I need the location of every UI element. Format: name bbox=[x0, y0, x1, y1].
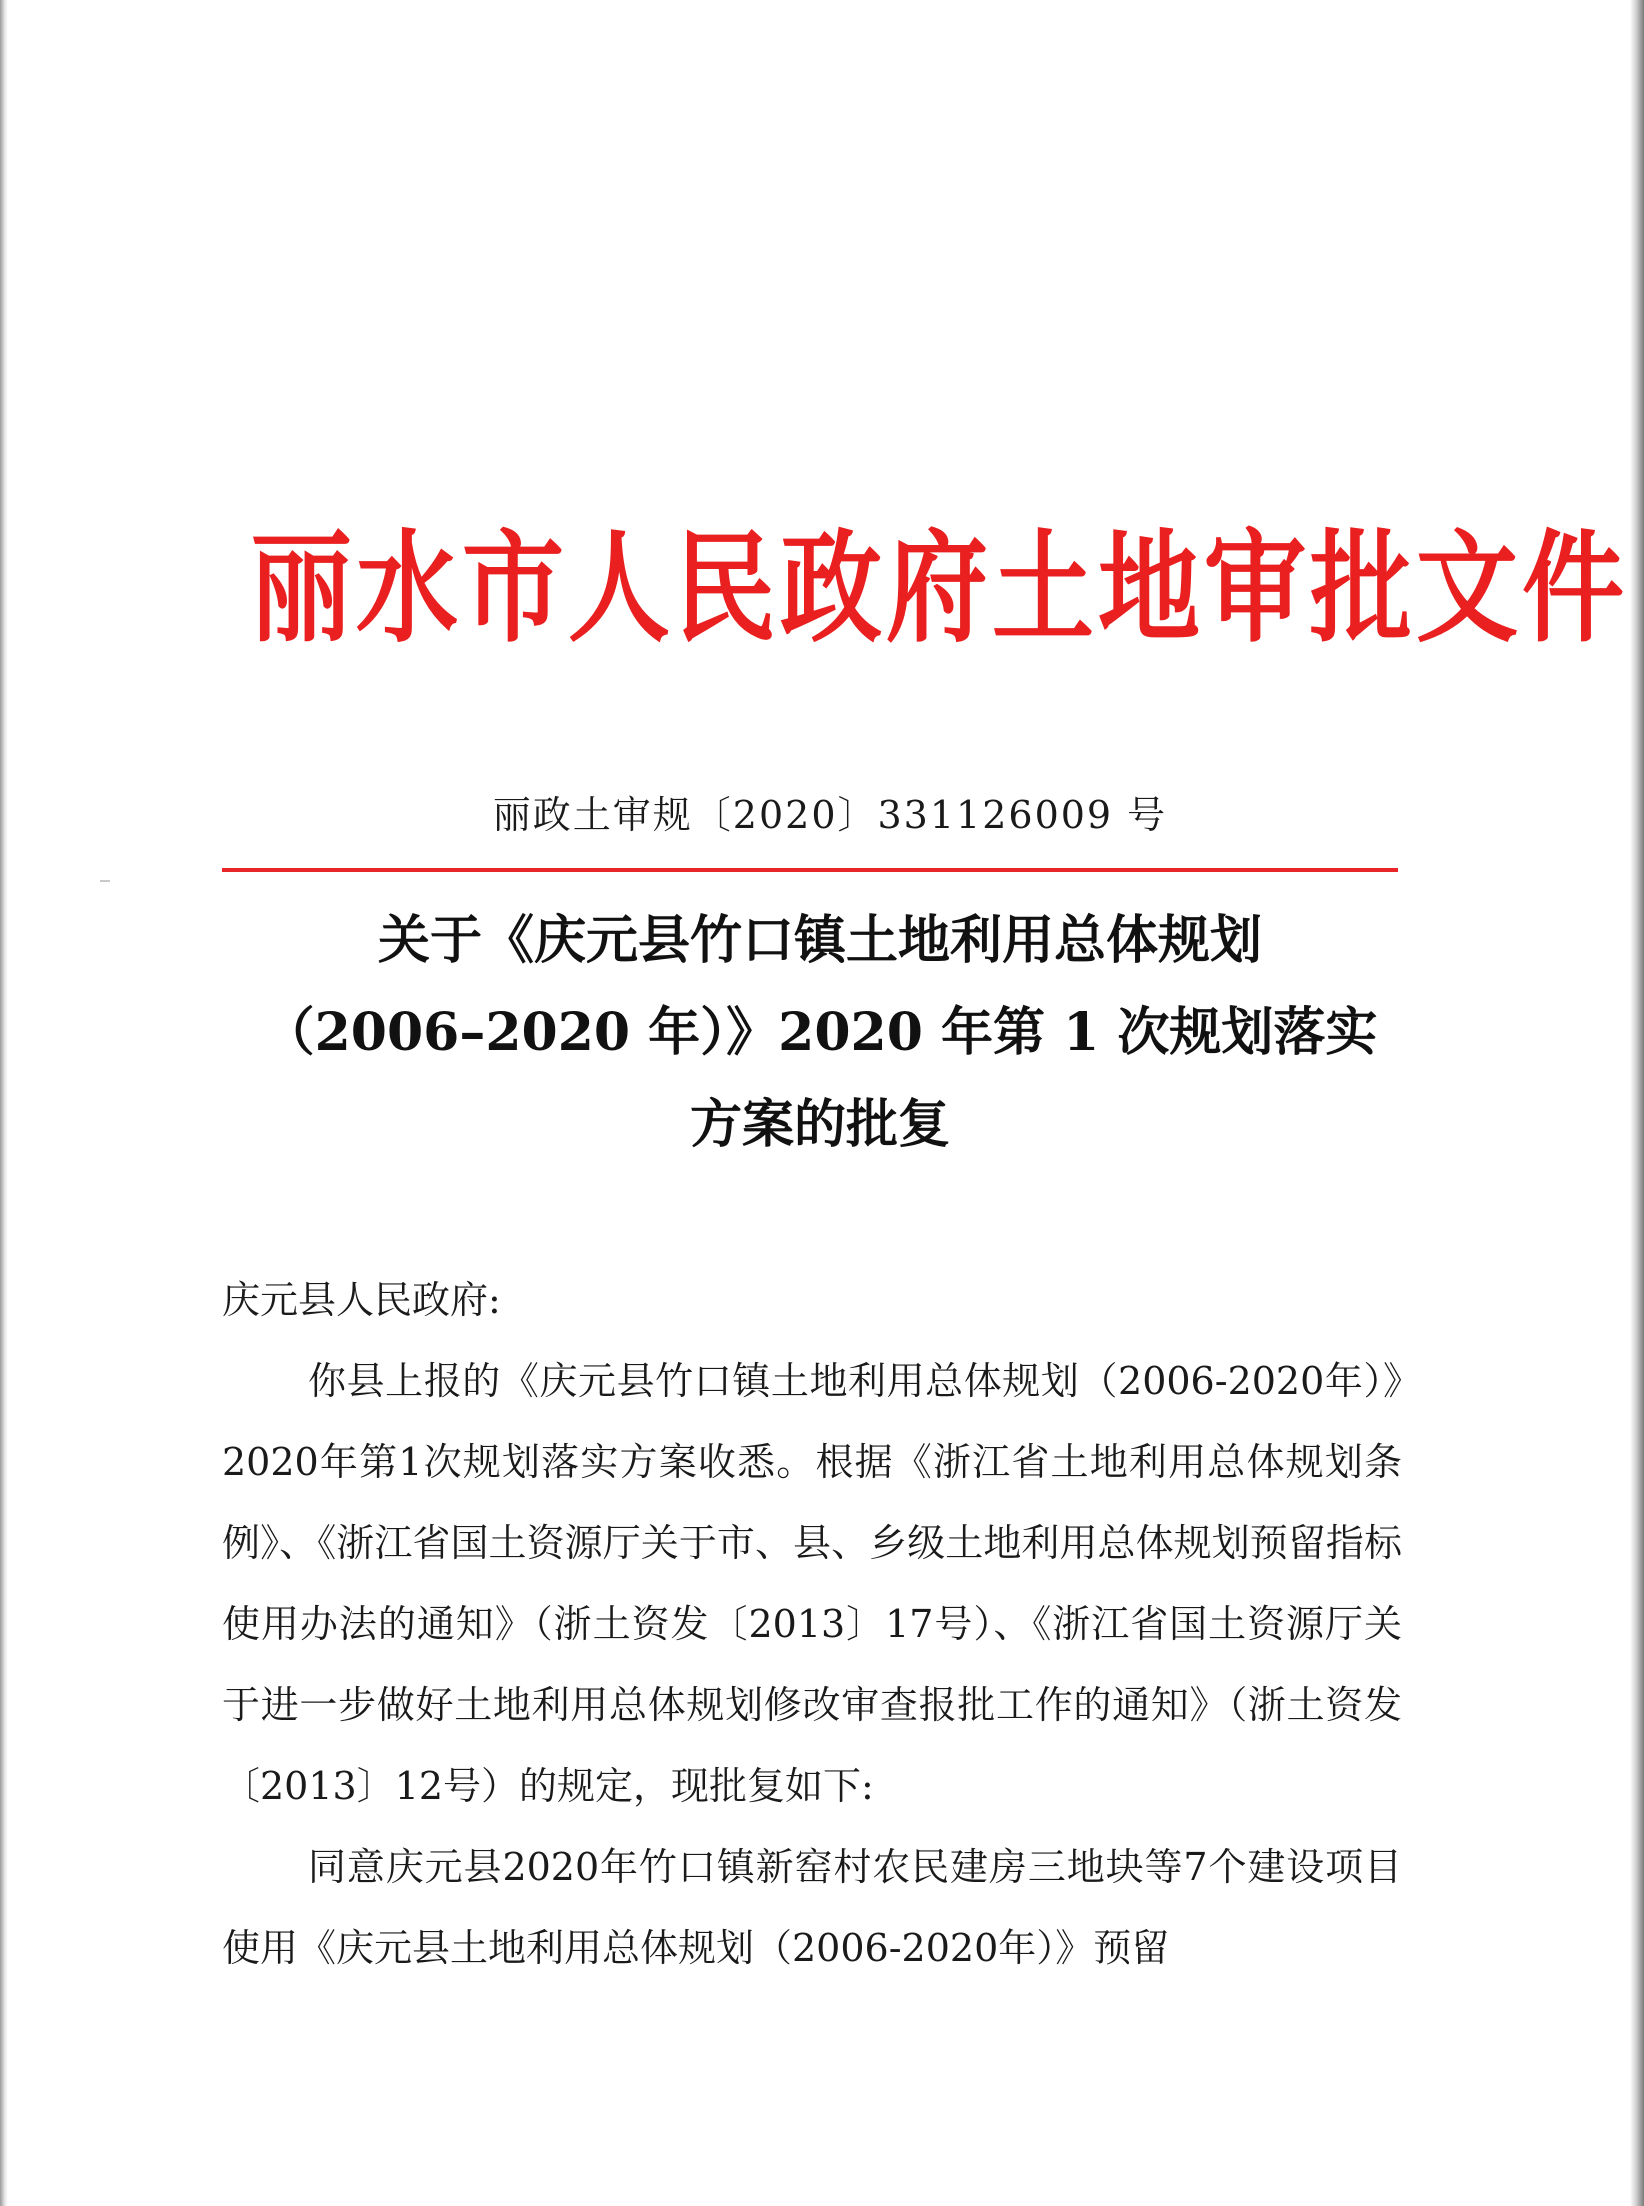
addressee: 庆元县人民政府: bbox=[222, 1278, 501, 1322]
reply-title-line-3: 方案的批复 bbox=[689, 1094, 950, 1155]
scan-edge-right bbox=[1630, 0, 1644, 2206]
body-paragraph-2: 同意庆元县2020年竹口镇新窑村农民建房三地块等7个建设项目使用《庆元县土地利用总体规划（2006-2020年）》预留 bbox=[222, 1845, 1402, 1970]
document-header-title: 丽水市人民政府土地审批文件 bbox=[250, 519, 1628, 660]
reply-title bbox=[200, 895, 1440, 1171]
document-number: 丽政土审规〔2020〕331126009 号 bbox=[492, 793, 1168, 837]
scan-mark bbox=[100, 880, 110, 882]
red-divider bbox=[222, 868, 1398, 872]
reply-title-line-1: 关于《庆元县竹口镇土地利用总体规划 bbox=[377, 910, 1262, 971]
reply-title-line-2: （2006–2020 年）》2020 年第 1 次规划落实 bbox=[262, 1002, 1378, 1063]
scan-edge-left bbox=[0, 0, 8, 2206]
body-paragraph-1: 你县上报的《庆元县竹口镇土地利用总体规划（2006-2020年）》2020年第1次规划落实方案收悉。根据《浙江省土地利用总体规划条例》、《浙江省国土资源厅关于市、县、乡级土地利用总体规划预留指标使用办法的通知》（浙土资发〔2013〕17号）、《浙江省国土资源厅关于进一步做好土地利用总体规划修改审查报批工作的通知》（浙土资发〔2013〕12号）的规定，现批复如下: bbox=[222, 1359, 1402, 1808]
document-body bbox=[222, 1260, 1402, 1989]
